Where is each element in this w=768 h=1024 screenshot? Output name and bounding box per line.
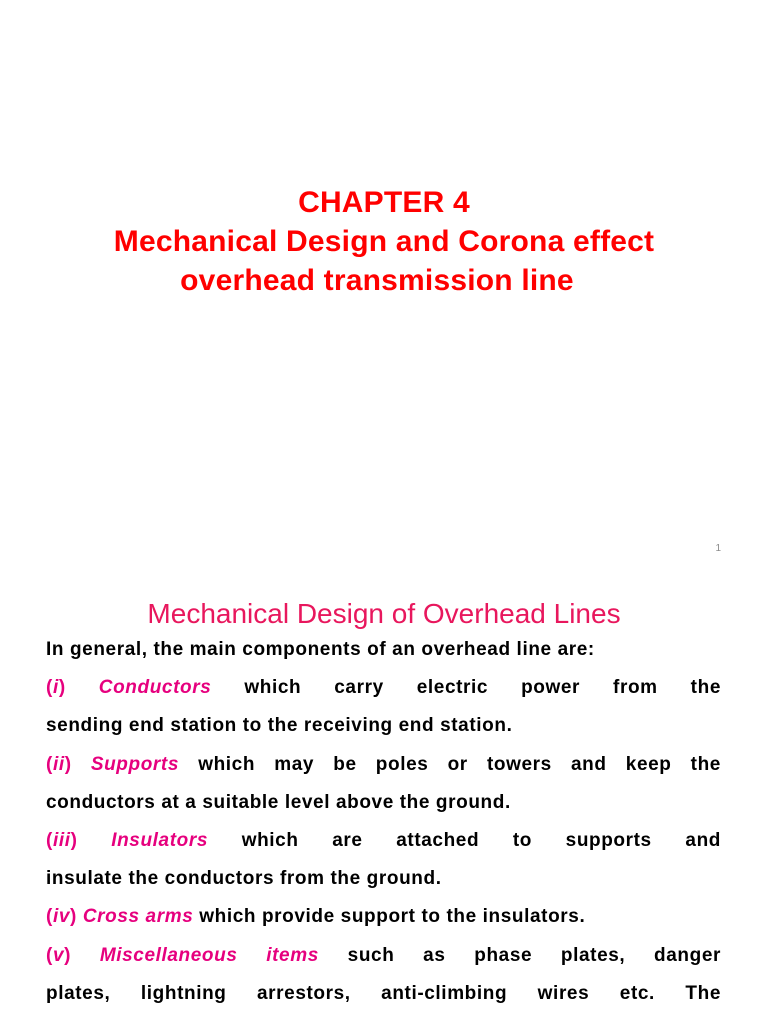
item-term: Conductors bbox=[98, 677, 212, 699]
item-number: ii bbox=[52, 753, 65, 775]
chapter-subtitle-line-1: Mechanical Design and Corona effect bbox=[113, 225, 655, 258]
intro-text: In general, the main components of an overhead line are: bbox=[46, 639, 595, 660]
slide-2 bbox=[0, 576, 768, 1024]
list-item-conductors-continued: sending end station to the receiving end station. bbox=[46, 715, 513, 737]
list-item-cross-arms: (iv) Cross arms which provide support to the insulators. bbox=[46, 906, 586, 928]
list-item-insulators-continued: insulate the conductors from the ground. bbox=[46, 868, 442, 890]
slide-body bbox=[46, 631, 721, 1013]
slide-title: Mechanical Design of Overhead Lines bbox=[147, 598, 621, 629]
item-number: i bbox=[52, 677, 59, 699]
item-number: v bbox=[52, 944, 65, 966]
chapter-title bbox=[0, 183, 768, 300]
list-item-conductors: (i) Conductors which carry electric power from the bbox=[46, 677, 721, 699]
list-item-supports: (ii) Supports which may be poles or towers and keep the bbox=[46, 753, 721, 775]
list-item-miscellaneous-continued: plates, lightning arrestors, anti-climbing wires etc. The bbox=[46, 982, 721, 1004]
item-term: Miscellaneous items bbox=[99, 944, 319, 966]
chapter-subtitle-line-2: overhead transmission line bbox=[180, 264, 574, 297]
item-term: Insulators bbox=[111, 830, 209, 852]
item-text: which carry electric power from the bbox=[244, 677, 721, 699]
page-number: 1 bbox=[715, 543, 721, 554]
list-item-insulators: (iii) Insulators which are attached to supports and bbox=[46, 830, 721, 852]
list-item-supports-continued: conductors at a suitable level above the ground. bbox=[46, 791, 511, 813]
item-text: such as phase plates, danger bbox=[347, 944, 721, 966]
item-text: which provide support to the insulators. bbox=[199, 906, 586, 928]
item-term: Cross arms bbox=[82, 906, 194, 928]
item-number: iv bbox=[52, 906, 70, 928]
list-item-miscellaneous: (v) Miscellaneous items such as phase plates, danger bbox=[46, 944, 721, 966]
item-number: iii bbox=[52, 830, 71, 852]
item-text: which are attached to supports and bbox=[241, 830, 721, 852]
item-text: which may be poles or towers and keep the bbox=[198, 753, 721, 775]
item-term: Supports bbox=[90, 753, 180, 775]
chapter-heading: CHAPTER 4 bbox=[298, 186, 470, 219]
